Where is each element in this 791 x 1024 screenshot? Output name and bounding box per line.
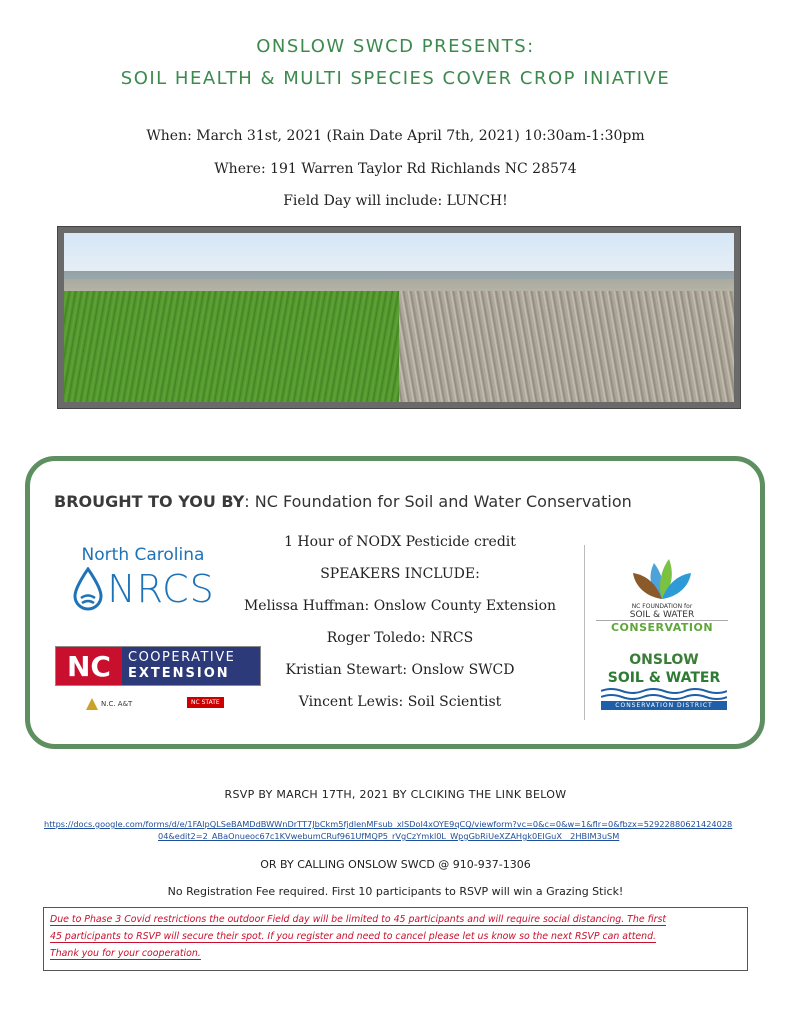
field-photo	[57, 226, 741, 409]
flyer-title-line1: ONSLOW SWCD PRESENTS:	[256, 36, 535, 57]
leaves-icon	[627, 541, 697, 601]
vertical-divider	[584, 545, 585, 720]
event-when: When: March 31st, 2021 (Rain Date April 7th, 2021) 10:30am-1:30pm	[146, 128, 645, 144]
rsvp-instruction: RSVP BY MARCH 17TH, 2021 BY CLCIKING THE LINK BELOW	[224, 788, 567, 801]
nce-nc-mark: NC	[56, 647, 122, 685]
rsvp-link[interactable]: https://docs.google.com/forms/d/e/1FAIpQLSeBAMDdBWWnDrTT7JbCkm5fjdlenMFsub_xlSDoI4xOYE9qCQ/viewform?vc=0&c=0&w=1&flr=0&fbzx=52922880621424028	[44, 819, 733, 829]
ncf-conservation-label: CONSERVATION	[596, 620, 728, 634]
photo-bare-stubble	[399, 291, 734, 402]
water-drop-icon	[71, 567, 105, 611]
ncf-soil-label: SOIL & WATER	[629, 610, 695, 620]
speaker-item: Melissa Huffman: Onslow County Extension	[243, 598, 557, 614]
rsvp-phone: OR BY CALLING ONSLOW SWCD @ 910-937-1306	[260, 858, 531, 871]
event-where: Where: 191 Warren Taylor Rd Richlands NC 28574	[214, 161, 577, 177]
nrcs-word: NRCS	[107, 567, 215, 611]
covid-notice-box	[43, 907, 748, 971]
speakers-heading: SPEAKERS INCLUDE:	[320, 566, 480, 582]
waves-icon	[601, 687, 727, 701]
field-photo-image	[64, 233, 734, 402]
nce-line1: COOPERATIVE	[128, 650, 236, 665]
event-includes: Field Day will include: LUNCH!	[283, 193, 508, 209]
speaker-item: Vincent Lewis: Soil Scientist	[298, 694, 502, 710]
osw-soil-water-label: SOIL & WATER	[607, 670, 721, 686]
covid-notice-line: 45 participants to RSVP will secure their spot. If you register and need to cancel please let us know so the next RSVP can attend.	[50, 931, 657, 942]
osw-district-label: CONSERVATION DISTRICT	[601, 701, 727, 710]
nce-line2: EXTENSION	[128, 666, 230, 681]
rsvp-link-continued[interactable]: 04&edit2=2_ABaOnueoc67c1KVwebumCRuf961UfMQP5_rVgCzYmkl0L_WpgGbRiUeXZAHgk0EIGuX__2HBIM3uSM	[158, 831, 620, 841]
nrcs-state-label: North Carolina	[81, 545, 205, 565]
ncstate-logo: NC STATE	[187, 697, 224, 708]
ncat-label: N.C. A&T	[101, 700, 133, 708]
ncat-logo	[86, 698, 132, 710]
ncf-small-label: NC FOUNDATION for	[631, 603, 693, 610]
covid-notice-line: Due to Phase 3 Covid restrictions the outdoor Field day will be limited to 45 participants and will require social distancing. The first	[50, 914, 667, 925]
osw-onslow-label: ONSLOW	[629, 652, 699, 668]
speaker-item: Kristian Stewart: Onslow SWCD	[285, 662, 515, 678]
covid-notice-line: Thank you for your cooperation.	[50, 948, 201, 959]
nc-foundation-logo	[596, 541, 728, 634]
registration-fee-note: No Registration Fee required. First 10 participants to RSVP will win a Grazing Stick!	[167, 885, 624, 898]
sponsor-label: BROUGHT TO YOU BY	[54, 492, 245, 511]
speaker-item: Roger Toledo: NRCS	[326, 630, 474, 646]
pesticide-credit: 1 Hour of NODX Pesticide credit	[284, 534, 516, 550]
nrcs-logo	[68, 545, 218, 611]
nrcs-wordmark	[68, 567, 218, 611]
sponsor-heading	[54, 492, 632, 511]
sponsor-name: : NC Foundation for Soil and Water Conservation	[244, 492, 632, 511]
onslow-swcd-logo	[601, 652, 727, 710]
flyer-title-line2: SOIL HEALTH & MULTI SPECIES COVER CROP INIATIVE	[120, 68, 671, 89]
ncat-mark-icon	[86, 698, 98, 710]
photo-cover-crop	[64, 291, 412, 402]
